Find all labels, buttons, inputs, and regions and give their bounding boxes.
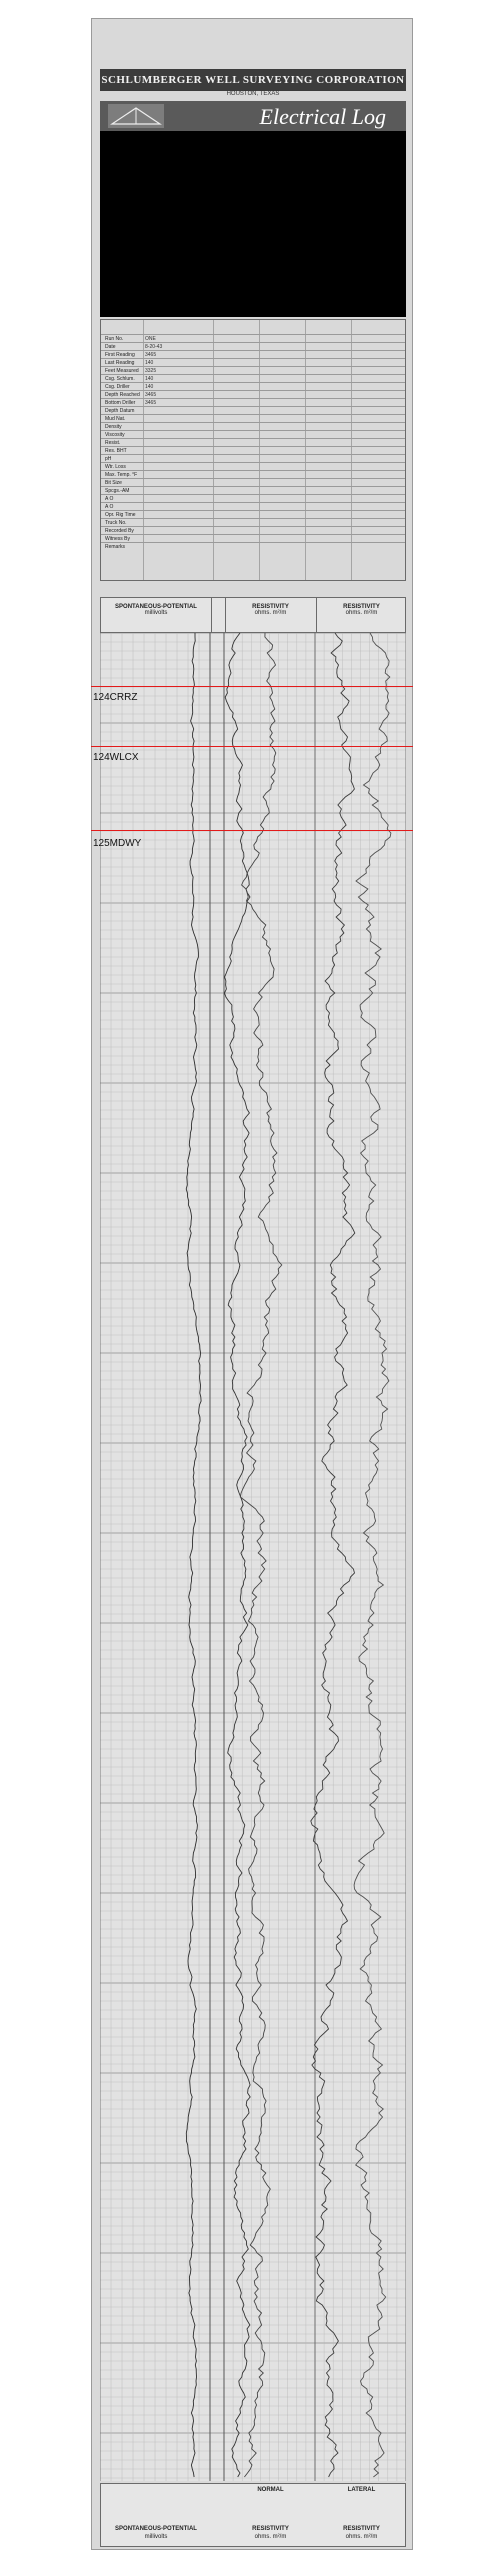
header-field-value: 140 xyxy=(145,360,154,366)
header-field-label: Last Reading xyxy=(105,360,135,366)
header-field-value: 140 xyxy=(145,384,154,390)
header-field-label: Witness By xyxy=(105,536,131,542)
header-field-value: 3465 xyxy=(145,392,157,398)
header-field-label: Feet Measured xyxy=(105,368,139,374)
marker-label-1: 124CRRZ xyxy=(93,692,138,703)
marker-line-3 xyxy=(91,830,413,831)
marker-line-1 xyxy=(91,686,413,687)
header-field-label: Viscosity xyxy=(105,432,125,438)
header-field-label: A O xyxy=(105,496,114,502)
header-field-label: Depth Datum xyxy=(105,408,135,414)
footer-sp-unit: millivolts xyxy=(144,2534,168,2540)
res1-title: RESISTIVITY xyxy=(252,604,289,610)
header-field-label: Spcgs.-AM xyxy=(105,488,130,494)
header-table xyxy=(100,319,406,581)
footer-res1-title: RESISTIVITY xyxy=(252,2526,289,2532)
log-footer xyxy=(100,2483,406,2547)
marker-line-2 xyxy=(91,746,413,747)
footer-res1-unit: ohms. m²/m xyxy=(254,2534,287,2540)
header-field-label: pH xyxy=(105,456,112,462)
header-field-label: Bottom Driller xyxy=(105,400,136,406)
res1-column-header xyxy=(225,598,317,632)
header-field-label: Csg. Schlum. xyxy=(105,376,135,382)
redacted-block xyxy=(100,131,406,317)
normal-resistivity-amplified-curve xyxy=(240,633,281,2477)
header-field-label: First Reading xyxy=(105,352,135,358)
header-field-value: 8-20-43 xyxy=(145,344,163,350)
header-field-value: 140 xyxy=(145,376,154,382)
header-field-label: Remarks xyxy=(105,544,126,550)
footer-normal-label: NORMAL xyxy=(257,2487,284,2493)
log-grid xyxy=(100,633,406,2481)
footer-res2-title: RESISTIVITY xyxy=(343,2526,380,2532)
normal-resistivity-curve xyxy=(225,633,251,2477)
lateral-resistivity-curve xyxy=(311,633,355,2477)
footer-res2-unit: ohms. m²/m xyxy=(345,2534,378,2540)
header-field-label: Wtr. Loss xyxy=(105,464,126,470)
company-logo-icon xyxy=(108,104,164,128)
sp-unit: millivolts xyxy=(144,610,168,616)
depth-column-header xyxy=(211,598,226,632)
res2-title: RESISTIVITY xyxy=(343,604,380,610)
company-banner: SCHLUMBERGER WELL SURVEYING CORPORATION xyxy=(100,69,406,91)
header-field-value: 3465 xyxy=(145,400,157,406)
marker-label-3: 125MDWY xyxy=(93,838,142,849)
header-field-value: ONE xyxy=(145,336,156,342)
header-field-label: Res. BHT xyxy=(105,448,127,454)
header-field-label: Truck No. xyxy=(105,520,127,526)
log-page xyxy=(91,18,413,2550)
header-field-label: Depth Reached xyxy=(105,392,140,398)
log-title: Electrical Log xyxy=(259,104,386,129)
res1-unit: ohms. m²/m xyxy=(254,610,287,616)
header-field-label: Density xyxy=(105,424,122,430)
footer-lateral-label: LATERAL xyxy=(347,2487,376,2493)
header-field-label: Date xyxy=(105,344,116,350)
brand-strip xyxy=(100,101,406,131)
column-header xyxy=(100,597,406,633)
company-subtitle: HOUSTON, TEXAS xyxy=(226,91,280,97)
lateral-resistivity-amplified-curve xyxy=(354,633,391,2477)
header-field-value: 3465 xyxy=(145,352,157,358)
footer-sp-title: SPONTANEOUS-POTENTIAL xyxy=(115,2526,197,2532)
header-field-label: Max. Temp. °F xyxy=(105,472,138,478)
header-field-label: A O xyxy=(105,504,114,510)
header-field-label: Mud Nat. xyxy=(105,416,126,422)
header-field-label: Recorded By xyxy=(105,528,134,534)
header-field-label: Csg. Driller xyxy=(105,384,130,390)
header-field-label: Run No. xyxy=(105,336,124,342)
sp-title: SPONTANEOUS-POTENTIAL xyxy=(115,604,197,610)
sp-column-header xyxy=(101,598,212,632)
log-track-area xyxy=(100,633,406,2481)
header-row xyxy=(101,542,405,551)
header-field-value: 3325 xyxy=(145,368,157,374)
res2-column-header xyxy=(316,598,407,632)
header-field-label: Bit Size xyxy=(105,480,122,486)
marker-label-2: 124WLCX xyxy=(93,752,139,763)
header-field-label: Resist. xyxy=(105,440,121,446)
res2-unit: ohms. m²/m xyxy=(345,610,378,616)
header-field-label: Opr. Rig Time xyxy=(105,512,136,518)
